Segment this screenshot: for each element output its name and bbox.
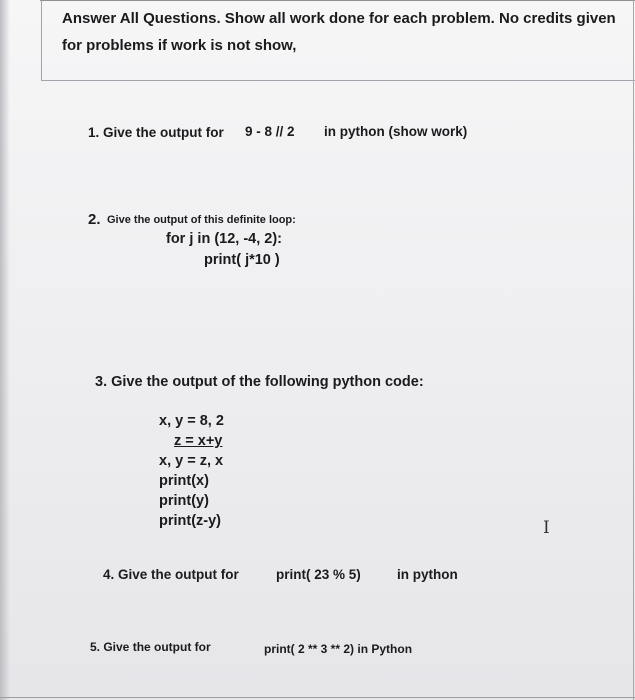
q3-code-line-1: x, y = 8, 2 <box>159 413 224 429</box>
header-frame-top <box>40 0 635 1</box>
q1-label: 1. Give the output for <box>88 125 224 140</box>
q5-label: 5. Give the output for <box>90 640 211 654</box>
q3-code-line-2: z = x+y <box>174 433 223 449</box>
q3-code-line-3: x, y = z, x <box>159 453 224 469</box>
q4-suffix: in python <box>397 567 458 582</box>
header-frame-bottom <box>41 80 635 81</box>
instructions-line-1: Answer All Questions. Show all work done for each problem. No credits given <box>62 10 616 27</box>
q3-label: 3. Give the output of the following python code: <box>95 374 424 390</box>
q2-number: 2. <box>88 211 101 228</box>
page-shadow <box>0 0 10 700</box>
header-frame-left <box>41 0 42 80</box>
q2-label: Give the output of this definite loop: <box>107 214 296 226</box>
q3-code-line-4: print(x) <box>159 473 209 489</box>
q1-suffix: in python (show work) <box>324 124 468 139</box>
q2-code-line-1: for j in (12, -4, 2): <box>166 231 283 247</box>
q3-code-line-6: print(z-y) <box>159 513 222 529</box>
q2-code-line-2: print( j*10 ) <box>204 252 280 268</box>
instructions-line-2: for problems if work is not show, <box>62 37 297 54</box>
q4-label: 4. Give the output for <box>103 567 239 582</box>
q1-expression: 9 - 8 // 2 <box>245 124 295 139</box>
text-cursor-icon: I <box>543 518 550 538</box>
q4-expression: print( 23 % 5) <box>276 567 361 582</box>
q3-code-line-5: print(y) <box>159 493 209 509</box>
page-frame-right <box>633 0 634 700</box>
page-frame-bottom <box>0 697 635 698</box>
q5-expression: print( 2 ** 3 ** 2) in Python <box>264 642 413 656</box>
